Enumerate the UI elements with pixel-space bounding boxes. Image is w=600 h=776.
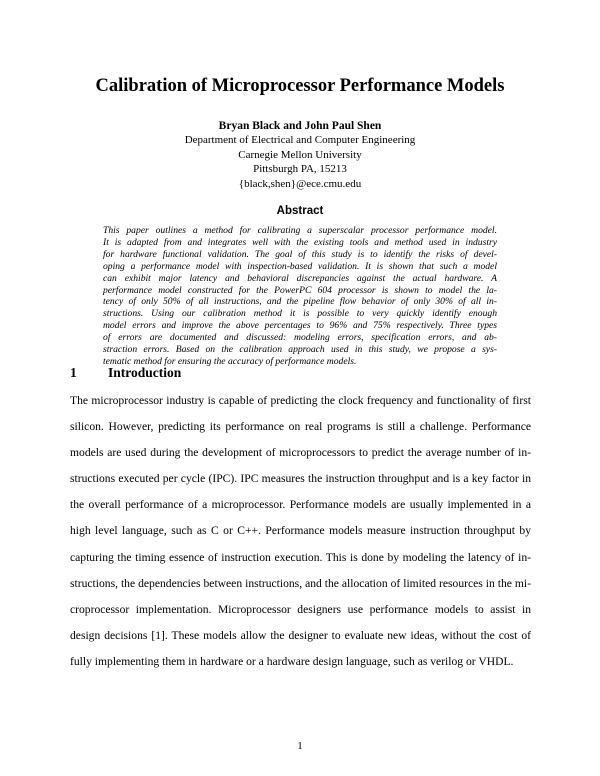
introduction-paragraph <box>70 388 531 675</box>
affiliation-block <box>0 133 600 191</box>
body-line: high level language, such as C or C++. Performance models measure instruction throughput by <box>70 524 531 538</box>
address-line: Pittsburgh PA, 15213 <box>253 163 347 175</box>
department-line: Department of Electrical and Computer Engineering <box>184 134 416 146</box>
abstract-line: oping a performance model with inspection-based validation. It is shown that such a model <box>103 260 497 272</box>
abstract-line: model errors and improve the above percentages to 96% and 75% respectively. Three types <box>103 320 497 332</box>
abstract-line: This paper outlines a method for calibrating a superscalar processor performance model. <box>103 225 497 236</box>
body-line: the overall performance of a microprocessor. Performance models are usually implemented in a <box>70 498 531 512</box>
body-line: capturing the timing essence of instruction execution. This is done by modeling the latency of in- <box>70 550 531 564</box>
abstract-line: straction errors. Based on the calibration approach used in this study, we propose a sys- <box>103 344 497 356</box>
abstract-line: can exhibit major latency and behavioral discrepancies against the actual hardware. A <box>103 272 497 284</box>
body-line: The microprocessor industry is capable of predicting the clock frequency and functionality of first <box>70 394 531 407</box>
abstract-line: for hardware functional validation. The goal of this study is to identify the risks of devel- <box>103 248 497 260</box>
university-line: Carnegie Mellon University <box>238 148 362 161</box>
abstract-line: tematic method for ensuring the accuracy of performance models. <box>103 355 357 367</box>
body-line: models are used during the development of microprocessors to predict the average number of in- <box>70 446 531 460</box>
body-line: croprocessor implementation. Microprocessor designers use performance models to assist in <box>70 602 531 616</box>
paper-title: Calibration of Microprocessor Performance Models <box>95 76 505 96</box>
email-line: {black,shen}@ece.cmu.edu <box>238 177 362 190</box>
body-line: fully implementing them in hardware or a hardware design language, such as verilog or VHDL. <box>70 654 514 668</box>
abstract-line: structions. Using our calibration method it is possible to very quickly identify enough <box>103 308 497 320</box>
body-line: silicon. However, predicting its performance on real programs is still a challenge. Performance <box>70 420 531 434</box>
abstract-heading: Abstract <box>276 205 324 217</box>
section-heading <box>70 365 181 381</box>
section-number: 1 <box>70 365 77 380</box>
body-line: structions executed per cycle (IPC). IPC measures the instruction throughput and is a key factor in <box>70 472 531 486</box>
page-number: 1 <box>297 740 303 752</box>
body-line: structions, the dependencies between instructions, and the allocation of limited resources in the mi- <box>70 576 531 590</box>
abstract-line: performance model constructed for the PowerPC 604 processor is shown to model the la- <box>103 284 497 296</box>
body-line: design decisions [1]. These models allow the designer to evaluate new ideas, without the cost of <box>70 628 531 642</box>
abstract-text <box>103 225 497 368</box>
abstract-line: of errors are documented and discussed: modeling errors, specification errors, and ab- <box>103 332 497 344</box>
section-title: Introduction <box>108 365 182 380</box>
abstract-line: It is adapted from and integrates well with the existing tools and method used in industry <box>103 236 497 248</box>
author-names: Bryan Black and John Paul Shen <box>218 120 382 132</box>
abstract-line: tency of only 50% of all instructions, and the pipeline flow behavior of only 30% of all in- <box>103 296 497 308</box>
